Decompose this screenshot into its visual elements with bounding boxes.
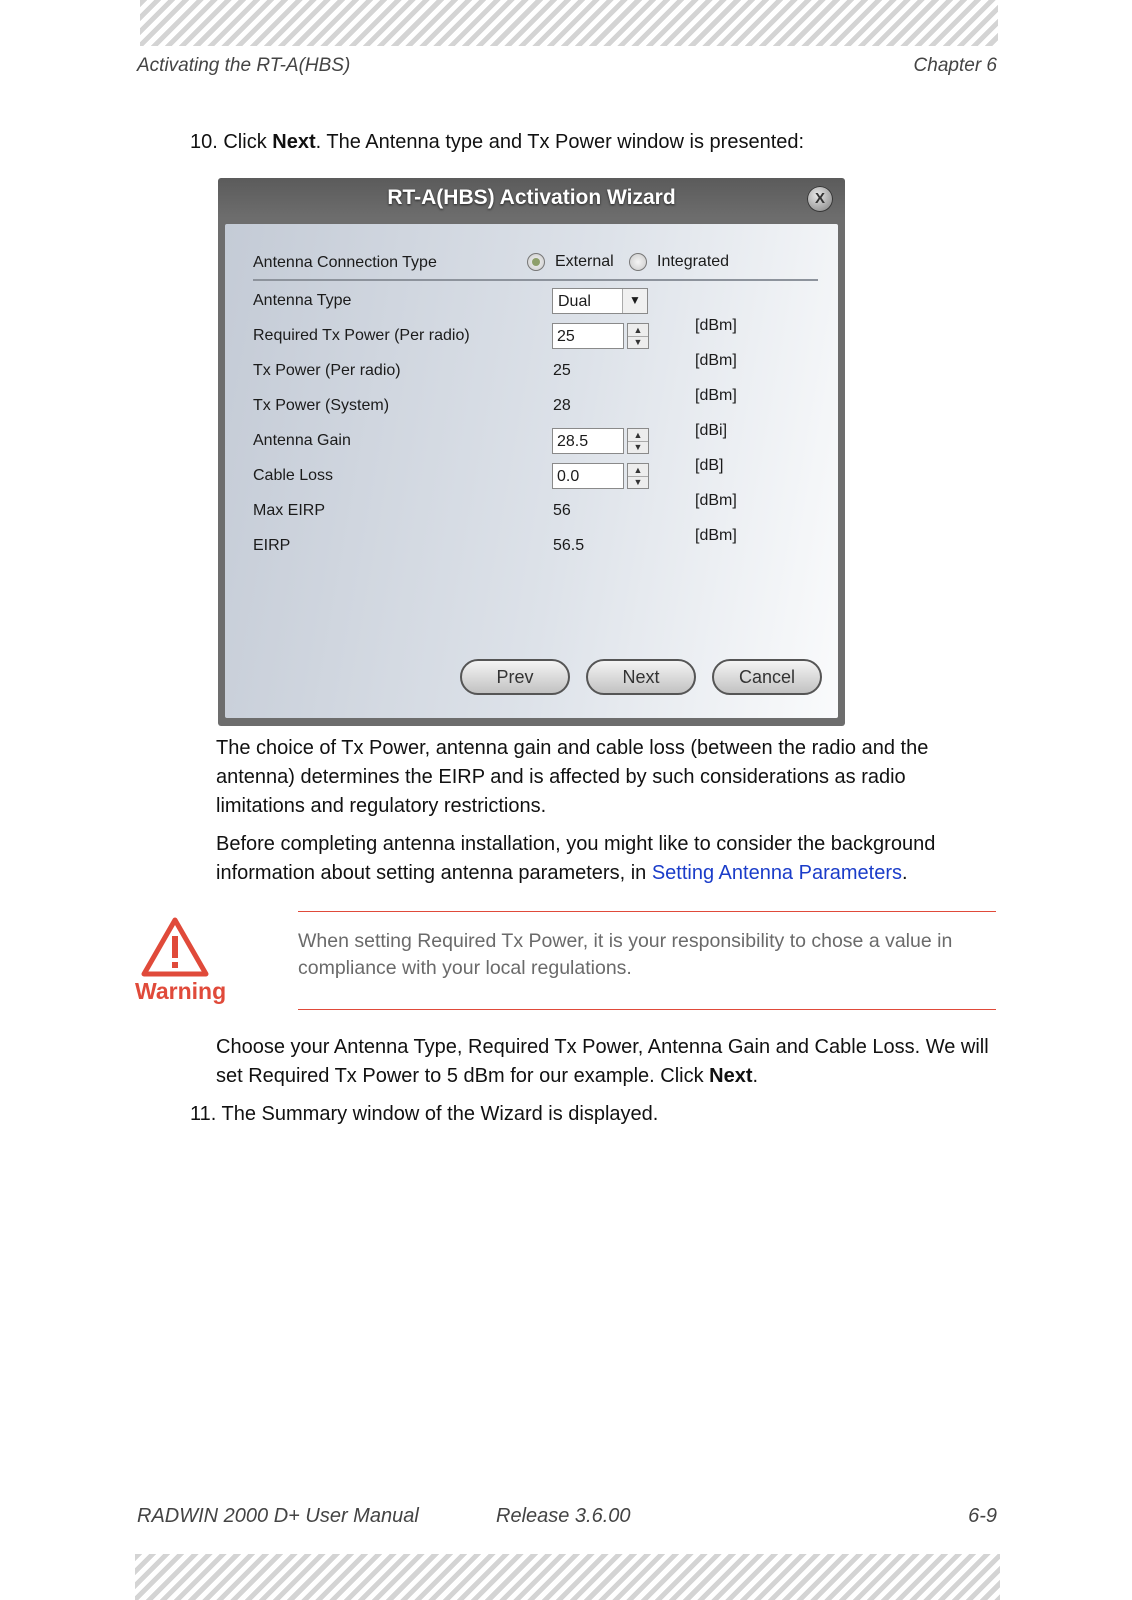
setting-antenna-parameters-link[interactable]: Setting Antenna Parameters bbox=[651, 862, 902, 884]
warning-label: Warning bbox=[135, 978, 227, 1004]
spin-down-icon[interactable]: ▼ bbox=[633, 337, 643, 347]
radio-external[interactable] bbox=[527, 253, 545, 271]
footer-page-number: 6-9 bbox=[968, 1505, 997, 1527]
antenna-gain-value: 28.5 bbox=[557, 433, 589, 450]
tx-power-radio-unit: [dBm] bbox=[695, 352, 737, 369]
max-eirp-label: Max EIRP bbox=[253, 502, 326, 519]
footer-manual-title: RADWIN 2000 D+ User Manual bbox=[137, 1505, 419, 1527]
max-eirp-unit: [dBm] bbox=[695, 492, 737, 509]
paragraph-choose-bold: Next bbox=[709, 1065, 753, 1087]
antenna-type-select[interactable] bbox=[552, 288, 648, 314]
cable-loss-row bbox=[225, 457, 838, 493]
tx-power-radio-value: 25 bbox=[553, 362, 571, 379]
antenna-type-row bbox=[225, 288, 838, 318]
connection-type-label: Antenna Connection Type bbox=[253, 254, 437, 271]
antenna-type-value: Dual bbox=[558, 293, 591, 310]
required-tx-power-row bbox=[225, 317, 838, 353]
antenna-gain-label: Antenna Gain bbox=[253, 432, 351, 449]
cable-loss-value: 0.0 bbox=[557, 468, 580, 485]
wizard-title: RT-A(HBS) Activation Wizard bbox=[387, 186, 676, 209]
tx-power-system-unit: [dBm] bbox=[695, 387, 737, 404]
section-divider bbox=[253, 279, 818, 281]
wizard-body bbox=[225, 224, 838, 718]
eirp-value: 56.5 bbox=[553, 537, 585, 554]
paragraph-choose-end: . bbox=[752, 1065, 759, 1087]
warning-top-rule bbox=[298, 911, 996, 912]
footer-hatch-bar bbox=[135, 1554, 1000, 1600]
connection-type-row bbox=[225, 250, 838, 280]
chevron-down-icon[interactable]: ▼ bbox=[622, 289, 647, 313]
antenna-type-label: Antenna Type bbox=[253, 292, 352, 309]
spin-up-icon[interactable]: ▲ bbox=[628, 464, 648, 477]
warning-triangle-icon bbox=[140, 916, 210, 978]
prev-button[interactable]: Prev bbox=[460, 659, 570, 695]
required-tx-power-input[interactable] bbox=[552, 323, 624, 349]
radio-integrated[interactable] bbox=[629, 253, 647, 271]
required-tx-power-spinner[interactable] bbox=[627, 323, 649, 349]
required-tx-power-label: Required Tx Power (Per radio) bbox=[253, 327, 470, 344]
header-chapter: Chapter 6 bbox=[913, 55, 997, 76]
max-eirp-row bbox=[225, 492, 838, 528]
paragraph-choose-text: Choose your Antenna Type, Required Tx Power, Antenna Gain and Cable Loss. We will set Required Tx Power to 5 dBm for our example. Click bbox=[216, 1036, 989, 1087]
paragraph-background-text: Before completing antenna installation, you might like to consider the background information about setting antenna parameters, in bbox=[216, 833, 936, 884]
close-icon[interactable]: X bbox=[807, 186, 833, 212]
eirp-row bbox=[225, 527, 838, 563]
cable-loss-spinner[interactable] bbox=[627, 463, 649, 489]
spin-up-icon[interactable]: ▲ bbox=[628, 324, 648, 337]
header-hatch-bar bbox=[140, 0, 998, 46]
paragraph-choose-values bbox=[216, 1033, 996, 1091]
antenna-gain-spinner[interactable] bbox=[627, 428, 649, 454]
antenna-gain-unit: [dBi] bbox=[695, 422, 728, 439]
eirp-label: EIRP bbox=[253, 537, 291, 554]
step-11: 11. The Summary window of the Wizard is displayed. bbox=[190, 1103, 659, 1125]
step-10-bold: Next bbox=[272, 131, 316, 153]
tx-power-radio-label: Tx Power (Per radio) bbox=[253, 362, 401, 379]
next-button[interactable]: Next bbox=[586, 659, 696, 695]
tx-power-radio-row bbox=[225, 352, 838, 388]
eirp-unit: [dBm] bbox=[695, 527, 737, 544]
footer-release: Release 3.6.00 bbox=[496, 1505, 631, 1527]
cable-loss-label: Cable Loss bbox=[253, 467, 334, 484]
max-eirp-value: 56 bbox=[553, 502, 571, 519]
spin-up-icon[interactable]: ▲ bbox=[628, 429, 648, 442]
activation-wizard-window bbox=[218, 178, 845, 726]
tx-power-system-label: Tx Power (System) bbox=[253, 397, 390, 414]
radio-integrated-label: Integrated bbox=[657, 253, 730, 270]
cancel-button[interactable]: Cancel bbox=[712, 659, 822, 695]
warning-bottom-rule bbox=[298, 1009, 996, 1010]
paragraph-background-end: . bbox=[901, 862, 908, 884]
step-10-prefix: 10. Click bbox=[190, 131, 273, 153]
tx-power-system-row bbox=[225, 387, 838, 423]
paragraph-background-info bbox=[216, 830, 996, 888]
warning-text: When setting Required Tx Power, it is your responsibility to chose a value in compliance with your local regulations. bbox=[298, 930, 953, 979]
spin-down-icon[interactable]: ▼ bbox=[633, 442, 643, 452]
tx-power-system-value: 28 bbox=[553, 397, 571, 414]
header-section-title: Activating the RT-A(HBS) bbox=[137, 55, 351, 76]
step-10 bbox=[190, 131, 804, 154]
spin-down-icon[interactable]: ▼ bbox=[633, 477, 643, 487]
cable-loss-input[interactable] bbox=[552, 463, 624, 489]
cable-loss-unit: [dB] bbox=[695, 457, 724, 474]
radio-external-label: External bbox=[555, 253, 614, 270]
paragraph-eirp-explanation: The choice of Tx Power, antenna gain and cable loss (between the radio and the antenna) determines the EIRP and is affected by such considerations as radio limitations and regulatory restrictions. bbox=[216, 737, 929, 817]
required-tx-power-unit: [dBm] bbox=[695, 317, 737, 334]
required-tx-power-value: 25 bbox=[557, 328, 575, 345]
antenna-gain-input[interactable] bbox=[552, 428, 624, 454]
antenna-gain-row bbox=[225, 422, 838, 458]
step-10-suffix: . The Antenna type and Tx Power window is presented: bbox=[315, 131, 805, 153]
